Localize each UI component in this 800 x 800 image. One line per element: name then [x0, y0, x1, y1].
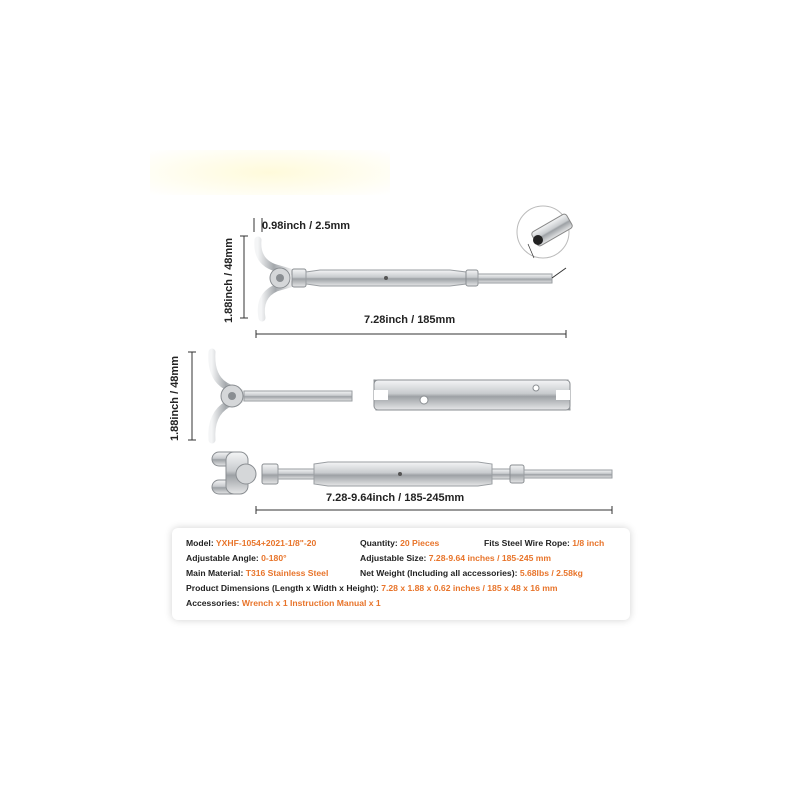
spec-quantity: Quantity: 20 Pieces: [360, 538, 440, 548]
spec-dimensions: Product Dimensions (Length x Width x Height): 7.28 x 1.88 x 0.62 inches / 185 x 48 x 16 mm: [186, 583, 558, 593]
gap-dimension-label: 0.98inch / 2.5mm: [262, 220, 351, 232]
spec-model: Model: YXHF-1054+2021-1/8"-20: [186, 538, 317, 548]
wire-detail: [517, 206, 573, 258]
spec-card: [172, 528, 630, 620]
wrench: [374, 380, 570, 410]
spec-angle: Adjustable Angle: 0-180°: [186, 553, 287, 563]
bottom-turnbuckle: [212, 452, 612, 514]
spec-wire: Fits Steel Wire Rope: 1/8 inch: [484, 538, 605, 548]
spec-accessories: Accessories: Wrench x 1 Instruction Manual x 1: [186, 598, 381, 608]
length-dimension-bottom: 7.28-9.64inch / 185-245mm: [326, 492, 465, 504]
length-dimension-top: 7.28inch / 185mm: [364, 314, 456, 326]
height-dimension-mid: 1.88inch / 48mm: [169, 356, 181, 441]
height-dimension-top: 1.88inch / 48mm: [223, 238, 235, 323]
spec-size: Adjustable Size: 7.28-9.64 inches / 185-245 mm: [360, 553, 552, 563]
toggle-stud: [188, 352, 352, 440]
spec-weight: Net Weight (Including all accessories): 5.68lbs / 2.58kg: [360, 568, 583, 578]
spec-material: Main Material: T316 Stainless Steel: [186, 568, 329, 578]
